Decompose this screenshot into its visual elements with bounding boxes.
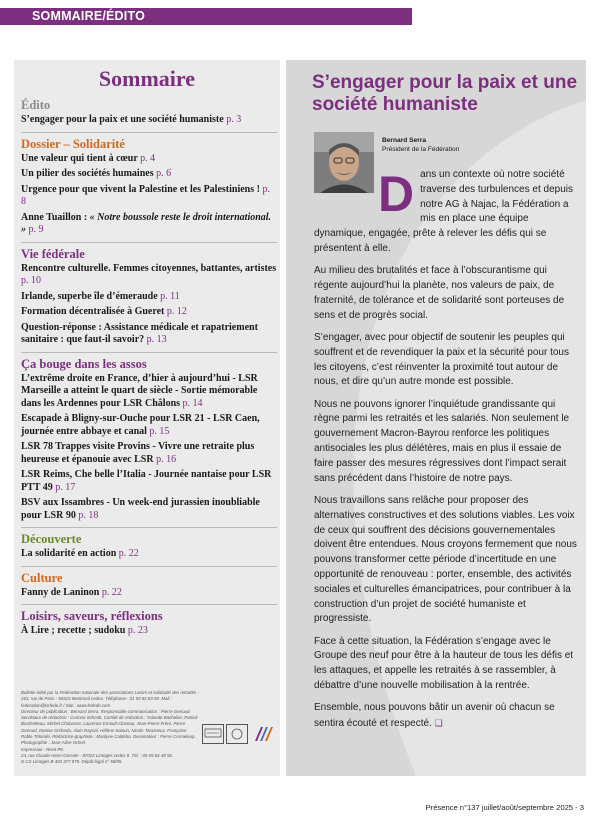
author-byline (382, 136, 572, 154)
section-heading: Édito (21, 98, 51, 112)
section-heading: Ça bouge dans les assos (21, 356, 147, 371)
page-number: p. 8 (21, 183, 270, 207)
toc-entry[interactable]: Escapade à Bligny-sur-Ouche pour LSR 21 - LSR Caen, journée entre abbaye et canal p. 15 (21, 413, 260, 437)
toc-section-vie-federale (21, 247, 277, 347)
page-number: p. 12 (166, 306, 187, 317)
paragraph: Face à cette situation, la Fédération s’engage avec le Groupe des neuf pour être à la hauteur de tous les défis et les attaques, et appelle les retraités à se rassembler, à débattre d’une nouvelle mobilisation à la rentrée. (314, 635, 574, 691)
page-number: p. 3 (226, 114, 242, 125)
sommaire-title: Sommaire (98, 66, 196, 91)
article-title: S’engager pour la paix et une société humaniste (312, 72, 578, 115)
page-number: p. 15 (149, 425, 170, 437)
toc-entry[interactable]: Fanny de Laninon p. 22 (21, 586, 122, 598)
impressum-line: Impression : Rivet PE. (21, 746, 65, 752)
toc-entry[interactable]: L’extrême droite en France, d’hier à aujourd’hui - LSR Marseille a atteint le quart de siècle - Sortie mémorable dans les Ardennes pour LSR Châlons p. 14 (21, 372, 258, 409)
toc-entry[interactable]: Question-réponse : Assistance médicale et rapatriement sanitaire : que faut-il savoir? p. 13 (21, 321, 258, 345)
toc-section-decouverte (21, 532, 277, 561)
toc-section-loisirs (21, 609, 277, 638)
section-heading: Dossier – Solidarité (21, 136, 125, 151)
paragraph: Ensemble, nous pouvons bâtir un avenir où chacun se sentira écouté et respecté. ❑ (314, 702, 555, 730)
toc-section-dossier (21, 137, 277, 237)
page-number: p. 13 (146, 334, 167, 345)
impressum-line: Directeur de publication : Bernard Serra. Responsable communication : Pierre Genoud. Secrétaire de rédaction : Corinne Schmitt. Comité de rédaction : Yolande Bachelier, Patrick Brochetteau, Michel Chabasse, Laurence Ernoult-Clozeau, Jean-Pierre Frère, Pierre Genoud, Denise Orcheda, Alain Raynal, Hélène Salaun, Nicole Taraisieux, Françoise Roble Tétaride. Rédactrice-graphiste : Marilyne Caldéba. Dessinateur : Pierre Cormeleup. Photographie : Jean-Aline Orbrel. (21, 708, 198, 746)
toc-section-culture (21, 571, 277, 600)
toc-entry[interactable]: La solidarité en action p. 22 (21, 548, 139, 559)
page-number: p. 4 (140, 152, 156, 164)
section-divider (21, 352, 277, 353)
label-logo (226, 724, 248, 744)
impressum (21, 690, 199, 766)
table-of-contents (21, 98, 277, 643)
page-number: p. 14 (182, 397, 203, 409)
imprimerie-logo (202, 724, 224, 744)
page-number: p. 17 (55, 481, 76, 493)
section-heading: Vie fédérale (21, 246, 85, 261)
page-number: p. 9 (28, 224, 44, 235)
drop-cap: D (378, 166, 415, 222)
article-body (314, 168, 580, 739)
section-divider (21, 604, 277, 605)
toc-entry[interactable]: Urgence pour que vivent la Palestine et les Palestiniens ! p. 8 (21, 183, 270, 207)
section-banner: SOMMAIRE/ÉDITO (0, 8, 412, 25)
section-heading: Culture (21, 570, 63, 585)
author-role: Président de la Fédération (382, 146, 460, 153)
section-heading: Découverte (21, 532, 82, 546)
paragraph: Nous ne pouvons ignorer l’inquiétude grandissante qui règne parmi les retraités et les salariés. Non seulement le gouvernement Macron-Bayrou renforce les politiques antisociales les plus délétères, mais en plus il essaie de faire passer des mesures régressives dont l’impact serait sans précédent dans l’histoire de notre pays. (314, 398, 570, 484)
page-number: p. 16 (156, 453, 177, 465)
page-number: p. 11 (160, 290, 180, 302)
paragraph: Dans un contexte où notre société traverse des turbulences et depuis notre AG à Najac, la Fédération a mis en place une équipe dynamique, engagée, prête à relever les défis qui se présentent à elle. (314, 166, 573, 254)
end-mark-icon: ❑ (434, 718, 443, 729)
section-divider (21, 242, 277, 243)
edito-panel (286, 60, 586, 776)
impressum-line: Bulletin édité par la Fédération nationale des associations Loisirs et solidarité des retraités - 263, rue de Paris - 93515 Montreuil cedex. Téléphone : 01 55 82 83 90. Mail : federation@lsrfede.fr / Site : www.lsrfede.com (21, 690, 199, 708)
page-number: p. 18 (78, 509, 99, 521)
page-number: p. 23 (127, 625, 148, 636)
publisher-logos (202, 724, 277, 746)
toc-entry[interactable]: Anne Tuaillon : « Notre boussole reste le droit international. » p. 9 (21, 211, 272, 235)
toc-entry[interactable]: Un pilier des sociétés humaines p. 6 (21, 168, 172, 179)
page-footer: Présence n°137 juillet/août/septembre 2025 - 3 (425, 803, 584, 812)
paragraph: Au milieu des brutalités et face à l’obscurantisme qui régente aujourd’hui la planète, nos valeurs de paix, de fraternité, de tolérance et de solidarité sont porteuses de sens et de progrès social. (314, 265, 565, 321)
toc-entry[interactable]: À Lire ; recette ; sudoku p. 23 (21, 625, 148, 636)
section-heading: Loisirs, saveurs, réflexions (21, 609, 163, 623)
impressum-line: N CS Limoges B 403 377 979. Dépôt légal n° 58/95. (21, 759, 123, 765)
page-number: p. 6 (156, 168, 172, 179)
impressum-line: 24, rue Claude-Henri-Gorsele - 87022 Limoges cedex 9. Tél. : 05 55 04 49 50. (21, 752, 174, 758)
toc-entry[interactable]: LSR Reims, Che belle l’Italia - Journée nantaise pour LSR PTT 49 p. 17 (21, 469, 272, 493)
section-divider (21, 527, 277, 528)
paragraph: S’engager, avec pour objectif de soutenir les peuples qui souffrent et de revendiquer la paix et la sécurité pour tous les citoyens, c’est réinventer la proximité tout autour de nous, et dire qu’un autre monde est possible. (314, 331, 569, 388)
toc-entry[interactable]: Irlande, superbe île d’émeraude p. 11 (21, 290, 180, 302)
lsr-logo (252, 724, 274, 744)
page-number: p. 22 (101, 586, 122, 598)
section-divider (21, 566, 277, 567)
paragraph: Nous travaillons sans relâche pour proposer des alternatives constructives et des solutions viables. Les voix de ceux qui souffrent des décisions gouvernementales doivent être entendues. Nous croyons fermement que nous pouvons transformer cette période d’incertitude en une opportunité de renouveau : porter, ensemble, des activités sociales et culturelles émancipatrices, pour contribuer à la construction d’un projet de société humaniste et progressiste. (314, 494, 577, 625)
sommaire-panel (14, 60, 280, 776)
toc-entry[interactable]: Formation décentralisée à Gueret p. 12 (21, 306, 187, 317)
author-name: Bernard Serra (382, 137, 426, 144)
toc-entry[interactable]: Une valeur qui tient à cœur p. 4 (21, 152, 156, 164)
section-divider (21, 132, 277, 133)
toc-section-ca-bouge (21, 357, 277, 523)
toc-entry[interactable]: BSV aux Issambres - Un week-end jurassien inoubliable pour LSR 90 p. 18 (21, 497, 260, 521)
page-number: p. 22 (118, 548, 139, 559)
page-number: p. 10 (21, 275, 41, 286)
toc-entry[interactable]: Rencontre culturelle. Femmes citoyennes, battantes, artistes p. 10 (21, 262, 277, 286)
toc-section-edito (21, 98, 277, 127)
toc-entry[interactable]: LSR 78 Trappes visite Provins - Vivre une retraite plus heureuse et épanouie avec LSR p. 16 (21, 441, 255, 465)
toc-entry[interactable]: S’engager pour la paix et une société humaniste p. 3 (21, 114, 242, 125)
